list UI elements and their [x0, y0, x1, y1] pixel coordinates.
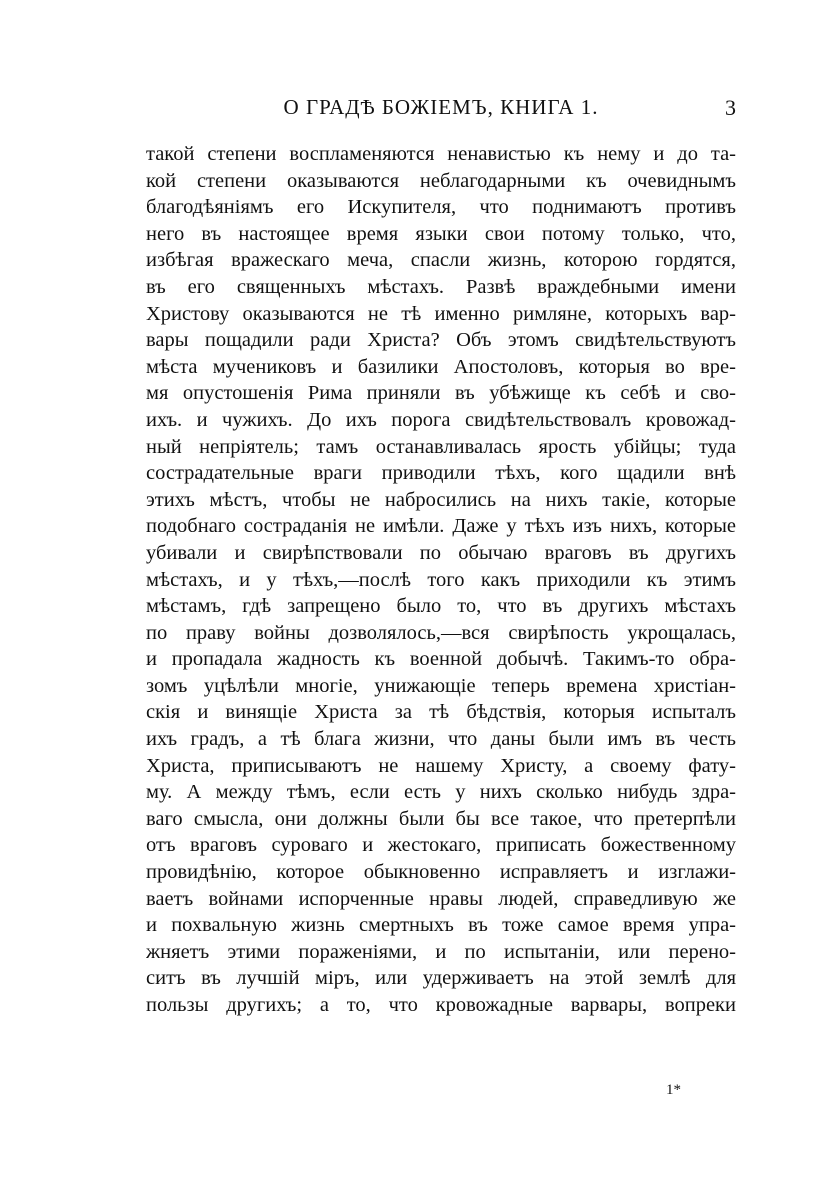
- text-line: вары пощадили ради Христа? Объ этомъ свидѣтельствуютъ: [146, 329, 736, 352]
- text-line: мѣста мучениковъ и базилики Апостоловъ, которыя во вре-: [146, 355, 736, 378]
- text-line: ный непріятель; тамъ останавливалась ярость убійцы; туда: [146, 435, 736, 458]
- text-line: этихъ мѣстъ, чтобы не набросились на нихъ такіе, которые: [146, 488, 736, 511]
- text-line: зомъ уцѣлѣли многіе, унижающіе теперь времена христіан-: [146, 674, 736, 697]
- text-line: подобнаго состраданія не имѣли. Даже у тѣхъ изъ нихъ, которые: [146, 515, 736, 538]
- text-line: мѣстахъ, и у тѣхъ,—послѣ того какъ приходили къ этимъ: [146, 568, 736, 591]
- text-line: скія и винящіе Христа за тѣ бѣдствія, которыя испыталъ: [146, 701, 736, 724]
- text-line: ихъ. и чужихъ. До ихъ порога свидѣтельствовалъ кровожад-: [146, 408, 736, 431]
- text-line: провидѣнію, которое обыкновенно исправляетъ и изглажи-: [146, 861, 736, 884]
- text-line: и пропадала жадность къ военной добычѣ. Такимъ-то обра-: [146, 648, 736, 671]
- text-line: по праву войны дозволялось,—вся свирѣпость укрощалась,: [146, 621, 736, 644]
- text-line: му. А между тѣмъ, если есть у нихъ сколько нибудь здра-: [146, 781, 736, 804]
- body-text: [146, 141, 736, 1019]
- text-line: сострадательные враги приводили тѣхъ, кого щадили внѣ: [146, 462, 736, 485]
- signature-mark: 1*: [666, 1082, 681, 1098]
- text-line: него въ настоящее время языки свои потому только, что,: [146, 222, 736, 245]
- text-line: такой степени воспламеняются ненавистью къ нему и до та-: [146, 143, 736, 165]
- running-head: [146, 95, 736, 127]
- text-line: мя опустошенія Рима приняли въ убѣжище къ себѣ и сво-: [146, 382, 736, 405]
- text-line: отъ враговъ суроваго и жестокаго, приписать божественному: [146, 834, 736, 857]
- page-number: 3: [725, 95, 736, 120]
- text-line: ваетъ войнами испорченные нравы людей, справедливую же: [146, 887, 736, 910]
- text-line: ситъ въ лучшій міръ, или удерживаетъ на этой землѣ для: [146, 967, 736, 990]
- text-line: избѣгая вражескаго меча, спасли жизнь, которою гордятся,: [146, 249, 736, 272]
- running-title: О ГРАДѢ БОЖІЕМЪ, КНИГА 1.: [283, 95, 599, 119]
- text-line: жняетъ этими пораженіями, и по испытаніи, или перено-: [146, 940, 736, 963]
- text-line: и похвальную жизнь смертныхъ въ тоже самое время упра-: [146, 914, 736, 937]
- text-line: ихъ градъ, а тѣ блага жизни, что даны были имъ въ честь: [146, 728, 736, 751]
- text-line: Христову оказываются не тѣ именно римляне, которыхъ вар-: [146, 302, 736, 325]
- text-line: кой степени оказываются неблагодарными къ очевиднымъ: [146, 169, 736, 192]
- text-line: ваго смысла, они должны были бы все такое, что претерпѣли: [146, 807, 736, 830]
- text-line: въ его священныхъ мѣстахъ. Развѣ враждебными имени: [146, 275, 736, 298]
- text-line: Христа, приписываютъ не нашему Христу, а своему фату-: [146, 754, 736, 777]
- text-line: мѣстамъ, гдѣ запрещено было то, что въ другихъ мѣстахъ: [146, 595, 736, 618]
- text-line: убивали и свирѣпствовали по обычаю враговъ въ другихъ: [146, 541, 736, 564]
- text-line: пользы другихъ; а то, что кровожадные варвары, вопреки: [146, 994, 736, 1016]
- text-line: благодѣяніямъ его Искупителя, что поднимаютъ противъ: [146, 196, 736, 219]
